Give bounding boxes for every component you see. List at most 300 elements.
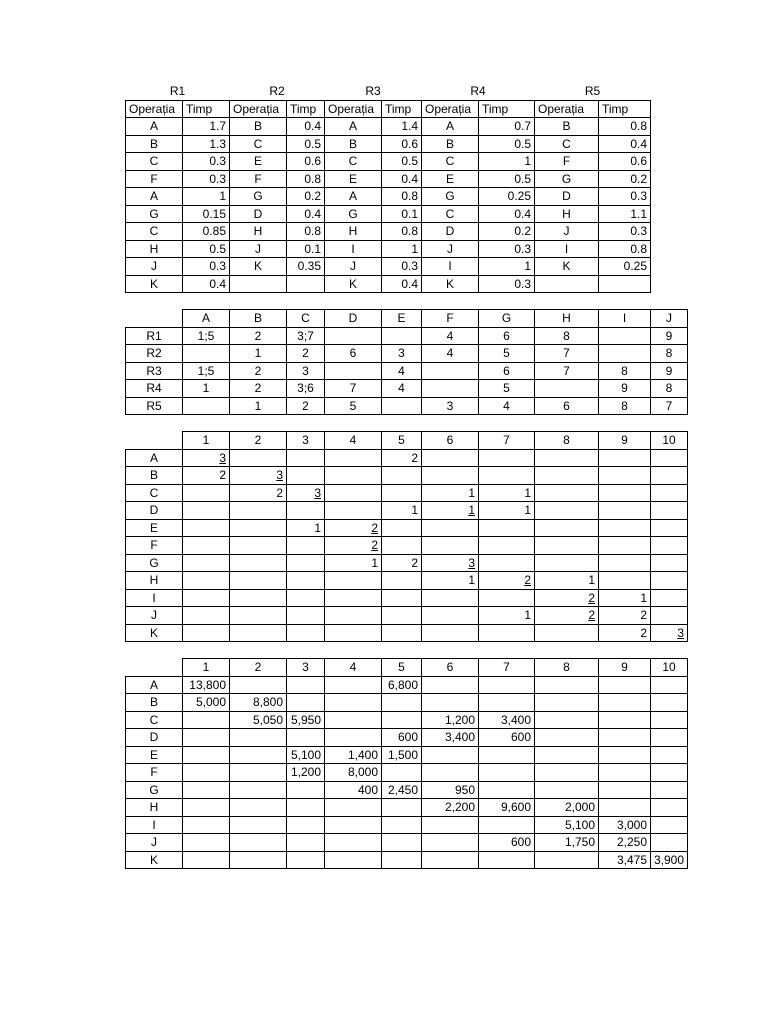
column-header: 8	[535, 432, 599, 450]
row-label: D	[126, 502, 183, 520]
table-row	[126, 118, 651, 136]
table-cell	[230, 502, 287, 520]
column-header: A	[183, 310, 230, 328]
table-cell: 7	[651, 397, 688, 415]
table-cell: 5	[479, 345, 535, 363]
table-row	[126, 729, 688, 747]
table-cell: 5,950	[287, 711, 325, 729]
row-label: G	[126, 781, 183, 799]
table-cell	[599, 449, 651, 467]
table-cell	[422, 449, 479, 467]
cell-value: 1	[371, 555, 378, 570]
route-header: R3	[365, 84, 381, 99]
table-cell	[183, 711, 230, 729]
column-header: 1	[183, 659, 230, 677]
table-cell	[325, 537, 382, 555]
operation-cell: C	[126, 223, 183, 241]
table-cell: 1,200	[422, 711, 479, 729]
table-cell	[382, 711, 422, 729]
table-cell	[230, 851, 287, 869]
operation-header: Operația	[230, 100, 287, 118]
table-cell	[422, 554, 479, 572]
table-cell	[535, 607, 599, 625]
table-cell: 8,000	[325, 764, 382, 782]
table-cell	[651, 467, 688, 485]
time-header: Timp	[599, 100, 651, 118]
time-cell: 0.8	[287, 223, 325, 241]
table-cell	[183, 746, 230, 764]
table-cell	[599, 537, 651, 555]
time-cell: 0.8	[599, 118, 651, 136]
table-cell	[230, 554, 287, 572]
table-cell	[535, 711, 599, 729]
table-cell	[287, 554, 325, 572]
table-cell	[325, 694, 382, 712]
routes-table	[125, 83, 651, 293]
table-cell	[422, 502, 479, 520]
operation-cell: H	[535, 205, 599, 223]
table-cell	[422, 851, 479, 869]
table-cell	[183, 781, 230, 799]
operation-cell: K	[126, 275, 183, 293]
table-cell	[382, 484, 422, 502]
table-cell: 13,800	[183, 676, 230, 694]
table-cell	[599, 624, 651, 642]
table-cell	[382, 624, 422, 642]
table-cell	[325, 449, 382, 467]
operation-cell: B	[230, 118, 287, 136]
operation-cell: K	[230, 258, 287, 276]
table-cell	[230, 467, 287, 485]
table-cell	[479, 467, 535, 485]
table-row	[126, 607, 688, 625]
table-cell: 2	[287, 397, 325, 415]
table-cell	[183, 554, 230, 572]
row-label: C	[126, 484, 183, 502]
table-cell	[535, 449, 599, 467]
table-cell	[325, 362, 382, 380]
cell-value: 2	[219, 468, 226, 483]
row-label: R2	[126, 345, 183, 363]
value-table	[125, 658, 688, 869]
operation-cell: C	[535, 135, 599, 153]
table-cell: 6	[479, 327, 535, 345]
row-label: K	[126, 851, 183, 869]
table-cell	[287, 589, 325, 607]
table-cell	[479, 554, 535, 572]
table-cell	[183, 537, 230, 555]
table-cell	[183, 729, 230, 747]
table-cell	[599, 554, 651, 572]
time-cell: 0.6	[287, 153, 325, 171]
table-cell	[651, 554, 688, 572]
column-header: E	[382, 310, 422, 328]
header-row	[126, 310, 688, 328]
table-cell	[651, 502, 688, 520]
row-label: H	[126, 572, 183, 590]
table-cell	[422, 607, 479, 625]
table-cell	[599, 607, 651, 625]
table-cell	[651, 519, 688, 537]
table-cell: 5,000	[183, 694, 230, 712]
table-row	[126, 851, 688, 869]
table-cell	[535, 519, 599, 537]
column-header: 4	[325, 432, 382, 450]
table-cell: 6,800	[382, 676, 422, 694]
table-cell: 2,000	[535, 799, 599, 817]
time-cell: 0.4	[599, 135, 651, 153]
table-cell	[382, 537, 422, 555]
table-cell	[382, 502, 422, 520]
table-cell	[535, 467, 599, 485]
time-cell: 0.3	[479, 240, 535, 258]
table-cell	[479, 519, 535, 537]
time-cell: 0.3	[479, 275, 535, 293]
column-header: 7	[479, 432, 535, 450]
table-cell	[535, 537, 599, 555]
table-cell	[183, 449, 230, 467]
table-cell: 1	[230, 397, 287, 415]
table-cell	[382, 327, 422, 345]
table-cell	[479, 746, 535, 764]
table-cell	[535, 694, 599, 712]
time-cell: 0.5	[479, 170, 535, 188]
underlined-value: 3	[468, 555, 475, 570]
table-cell: 6	[479, 362, 535, 380]
table-cell: 4	[422, 345, 479, 363]
table-cell	[479, 484, 535, 502]
table-cell	[287, 799, 325, 817]
time-cell: 0.5	[382, 153, 422, 171]
operation-cell: G	[422, 188, 479, 206]
table-cell: 5	[479, 380, 535, 398]
table-cell	[479, 624, 535, 642]
table-row	[126, 135, 651, 153]
time-cell: 0.3	[599, 223, 651, 241]
column-header: D	[325, 310, 382, 328]
row-label: J	[126, 834, 183, 852]
operation-header: Operația	[126, 100, 183, 118]
row-label: R1	[126, 327, 183, 345]
time-header: Timp	[183, 100, 230, 118]
table-cell: 1;5	[183, 327, 230, 345]
table-cell: 4	[422, 327, 479, 345]
operation-cell: G	[126, 205, 183, 223]
table-cell	[382, 467, 422, 485]
table-cell	[422, 519, 479, 537]
row-label: F	[126, 537, 183, 555]
table-cell: 6	[535, 397, 599, 415]
table-cell	[230, 624, 287, 642]
table-cell: 2,250	[599, 834, 651, 852]
table-cell	[325, 624, 382, 642]
table-cell	[287, 851, 325, 869]
cell-value: 2	[411, 450, 418, 465]
table-row	[126, 223, 651, 241]
time-cell: 0.3	[183, 258, 230, 276]
table-cell	[535, 554, 599, 572]
table-cell	[651, 607, 688, 625]
time-cell: 0.5	[479, 135, 535, 153]
table-cell	[230, 519, 287, 537]
table-row	[126, 746, 688, 764]
table-cell	[287, 467, 325, 485]
table-cell	[287, 729, 325, 747]
table-cell	[287, 502, 325, 520]
row-label: K	[126, 624, 183, 642]
column-header: F	[422, 310, 479, 328]
operation-cell: C	[422, 205, 479, 223]
operation-cell	[535, 275, 599, 293]
table-cell	[183, 502, 230, 520]
time-cell	[599, 275, 651, 293]
route-header-row	[126, 83, 651, 100]
table-row	[126, 816, 688, 834]
table-cell: 3,900	[651, 851, 688, 869]
table-cell	[422, 572, 479, 590]
time-cell: 1	[479, 258, 535, 276]
table-cell: 5,100	[287, 746, 325, 764]
cell-value: 2	[640, 625, 647, 640]
time-cell: 0.8	[382, 188, 422, 206]
column-header: 5	[382, 432, 422, 450]
table-row	[126, 834, 688, 852]
underlined-value: 2	[588, 608, 595, 623]
table-cell	[479, 764, 535, 782]
time-cell: 0.35	[287, 258, 325, 276]
table-cell	[422, 834, 479, 852]
operation-cell: D	[230, 205, 287, 223]
row-label: E	[126, 746, 183, 764]
operation-cell: B	[126, 135, 183, 153]
time-cell: 1	[183, 188, 230, 206]
table-cell	[183, 834, 230, 852]
table-cell	[325, 484, 382, 502]
table-cell	[479, 449, 535, 467]
operation-header: Operația	[535, 100, 599, 118]
cell-value: 1	[314, 520, 321, 535]
table-cell	[422, 467, 479, 485]
table-cell: 7	[325, 380, 382, 398]
table-cell	[230, 816, 287, 834]
operation-cell: B	[325, 135, 382, 153]
operation-header: Operația	[422, 100, 479, 118]
table-cell	[183, 764, 230, 782]
table-cell	[479, 537, 535, 555]
underlined-value: 3	[219, 450, 226, 465]
table-cell	[230, 746, 287, 764]
table-cell: 3,400	[479, 711, 535, 729]
corner-cell	[126, 310, 183, 328]
time-cell: 0.1	[382, 205, 422, 223]
row-label: D	[126, 729, 183, 747]
operation-cell: C	[325, 153, 382, 171]
cell-value: 1	[640, 590, 647, 605]
cell-value: 1	[588, 573, 595, 588]
underlined-value: 2	[588, 590, 595, 605]
cell-value: 1	[524, 503, 531, 518]
table-cell: 9	[599, 380, 651, 398]
operation-cell	[230, 275, 287, 293]
table-cell	[535, 572, 599, 590]
column-header: G	[479, 310, 535, 328]
table-cell	[230, 781, 287, 799]
table-cell	[287, 537, 325, 555]
header-row	[126, 659, 688, 677]
operation-cell: G	[535, 170, 599, 188]
table-cell	[230, 676, 287, 694]
table-cell	[651, 781, 688, 799]
cell-value: 2	[411, 555, 418, 570]
operation-cell: A	[422, 118, 479, 136]
operation-cell: A	[126, 118, 183, 136]
table-cell	[535, 380, 599, 398]
table-row	[126, 676, 688, 694]
time-cell: 0.4	[183, 275, 230, 293]
table-cell	[287, 816, 325, 834]
table-cell: 1,200	[287, 764, 325, 782]
table-cell: 5,050	[230, 711, 287, 729]
table-cell	[325, 589, 382, 607]
table-row	[126, 188, 651, 206]
column-header: 7	[479, 659, 535, 677]
table-cell	[230, 607, 287, 625]
row-label: H	[126, 799, 183, 817]
table-cell	[535, 484, 599, 502]
table-cell: 600	[382, 729, 422, 747]
operation-cell: K	[325, 275, 382, 293]
table-cell	[183, 519, 230, 537]
row-label: J	[126, 607, 183, 625]
time-cell: 0.2	[287, 188, 325, 206]
column-header: 2	[230, 432, 287, 450]
table-cell	[599, 711, 651, 729]
table-cell	[230, 834, 287, 852]
time-cell: 1	[382, 240, 422, 258]
table-cell	[230, 572, 287, 590]
operation-cell: B	[535, 118, 599, 136]
table-cell	[422, 746, 479, 764]
table-row	[126, 572, 688, 590]
table-row	[126, 275, 651, 293]
time-cell: 0.3	[183, 153, 230, 171]
table-cell	[382, 834, 422, 852]
time-cell: 0.1	[287, 240, 325, 258]
underlined-value: 2	[371, 538, 378, 553]
count-table	[125, 431, 688, 642]
table-cell	[599, 467, 651, 485]
table-row	[126, 467, 688, 485]
table-row	[126, 327, 688, 345]
time-cell: 0.6	[599, 153, 651, 171]
table-cell	[599, 764, 651, 782]
table-cell	[535, 589, 599, 607]
table-cell	[651, 799, 688, 817]
row-label: B	[126, 694, 183, 712]
time-cell: 0.2	[479, 223, 535, 241]
table-row	[126, 554, 688, 572]
table-row	[126, 537, 688, 555]
table-cell: 2	[230, 362, 287, 380]
table-row	[126, 502, 688, 520]
table-cell	[382, 816, 422, 834]
table-cell	[479, 502, 535, 520]
time-cell: 0.8	[287, 170, 325, 188]
time-cell	[287, 275, 325, 293]
table-cell	[325, 799, 382, 817]
table-row	[126, 153, 651, 171]
header-row	[126, 432, 688, 450]
table-cell: 1,400	[325, 746, 382, 764]
table-cell: 6	[325, 345, 382, 363]
time-cell: 0.5	[287, 135, 325, 153]
column-header: 6	[422, 432, 479, 450]
table-cell	[479, 589, 535, 607]
table-cell	[287, 449, 325, 467]
table-row	[126, 764, 688, 782]
table-cell	[599, 327, 651, 345]
table-cell	[651, 729, 688, 747]
table-cell	[325, 834, 382, 852]
column-header: B	[230, 310, 287, 328]
table-cell	[325, 676, 382, 694]
table-cell	[382, 799, 422, 817]
underlined-value: 3	[314, 485, 321, 500]
table-cell	[183, 607, 230, 625]
table-cell: 2	[230, 380, 287, 398]
table-cell	[382, 694, 422, 712]
operation-cell: J	[126, 258, 183, 276]
operation-cell: A	[126, 188, 183, 206]
time-cell: 0.2	[599, 170, 651, 188]
row-label: I	[126, 589, 183, 607]
table-cell	[325, 607, 382, 625]
operation-header: Operația	[325, 100, 382, 118]
table-cell	[535, 729, 599, 747]
table-cell	[651, 694, 688, 712]
row-label: R5	[126, 397, 183, 415]
table-cell: 950	[422, 781, 479, 799]
route-header: R4	[470, 84, 486, 99]
cell-value: 1	[468, 573, 475, 588]
table-cell	[599, 589, 651, 607]
table-cell	[325, 519, 382, 537]
table-cell	[183, 484, 230, 502]
document-page	[125, 83, 687, 869]
table-cell: 5,100	[535, 816, 599, 834]
table-cell: 7	[535, 345, 599, 363]
time-cell: 0.4	[382, 170, 422, 188]
table-row	[126, 449, 688, 467]
table-cell	[479, 816, 535, 834]
table-row	[126, 258, 651, 276]
table-cell: 3,475	[599, 851, 651, 869]
table-row	[126, 345, 688, 363]
time-header: Timp	[287, 100, 325, 118]
cell-value: 1	[524, 485, 531, 500]
time-cell: 0.4	[287, 205, 325, 223]
table-cell: 2,450	[382, 781, 422, 799]
table-cell	[651, 589, 688, 607]
time-cell: 0.3	[599, 188, 651, 206]
cell-value: 1	[411, 503, 418, 518]
table-cell	[183, 397, 230, 415]
table-cell	[382, 554, 422, 572]
column-header: I	[599, 310, 651, 328]
row-label: A	[126, 449, 183, 467]
operation-cell: E	[325, 170, 382, 188]
table-cell	[287, 834, 325, 852]
